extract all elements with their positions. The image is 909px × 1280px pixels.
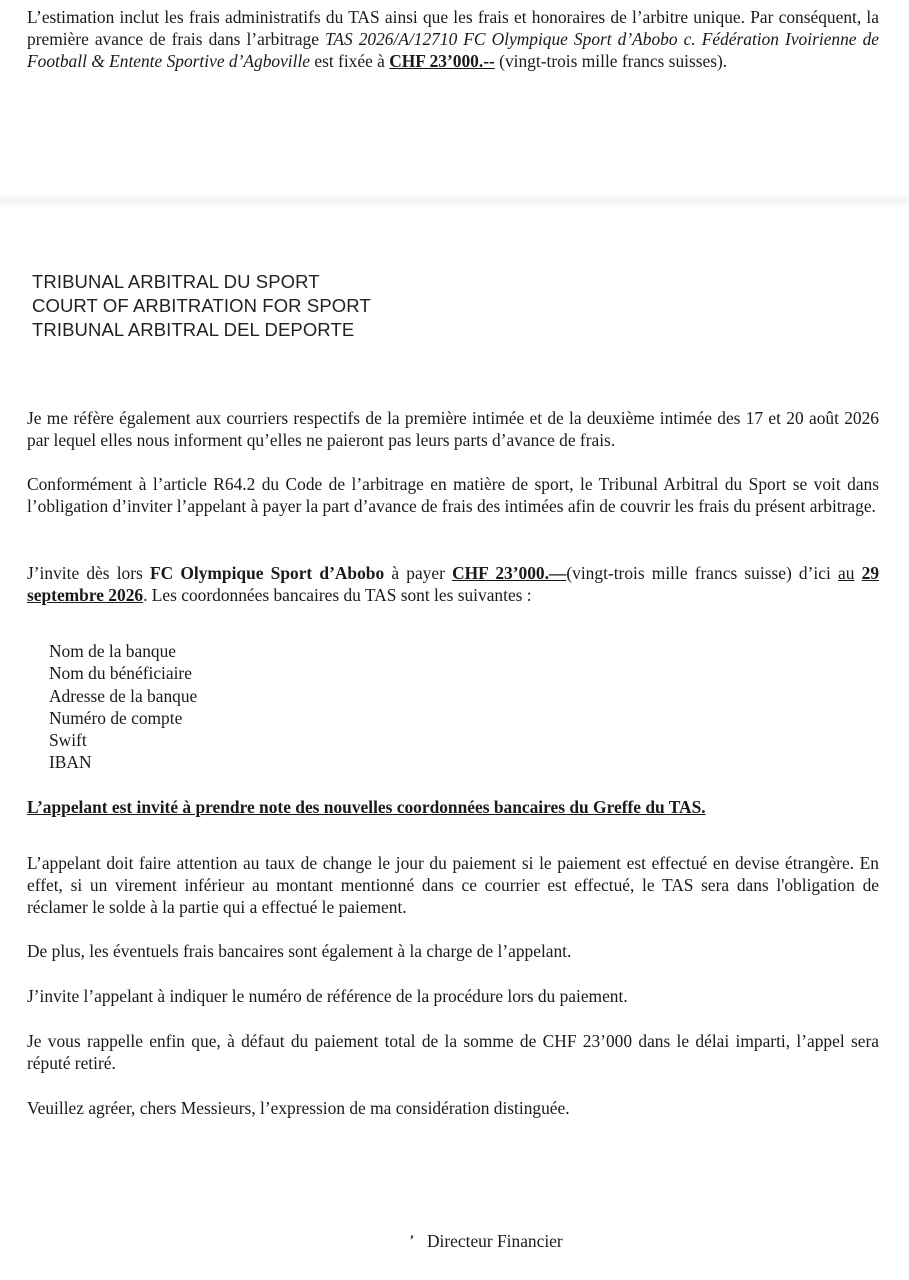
bank-field: Nom de la banque — [49, 641, 177, 661]
paragraph-payment-invitation — [27, 562, 879, 606]
invitation-text-d: . Les coordonnées bancaires du TAS sont les suivantes : — [143, 585, 532, 605]
signature-title: Directeur Financier — [427, 1231, 563, 1251]
paragraph-article-r64: Conformément à l’article R64.2 du Code de l’arbitrage en matière de sport, le Tribunal Arbitral du Sport se voit dans l’obligation d’inviter l’appelant à payer la part d’avance de frais des intimées afin de couvrir les frais du présent arbitrage. — [27, 474, 879, 516]
invitation-text-c: (vingt-trois mille francs suisse) d’ici — [566, 563, 838, 583]
paragraph-exchange-rate: L’appelant doit faire attention au taux de change le jour du paiement si le paiement est effectué en devise étrangère. En effet, si un virement inférieur au montant mentionné dans ce courrier est effectué, le TAS sera dans l'obligation de réclamer le solde à la partie qui a effectué le paiement. — [27, 853, 879, 917]
letterhead-es: TRIBUNAL ARBITRAL DEL DEPORTE — [32, 319, 355, 340]
letterhead-fr: TRIBUNAL ARBITRAL DU SPORT — [32, 271, 320, 292]
club-name: FC Olympique Sport d’Abobo — [150, 563, 385, 583]
paragraph-reference-number: J’invite l’appelant à indiquer le numéro de référence de la procédure lors du paiement. — [27, 986, 628, 1006]
bank-field: Numéro de compte — [49, 707, 183, 728]
bank-field: Nom du bénéficiaire — [49, 663, 192, 684]
letterhead — [32, 270, 371, 342]
paragraph-withdrawal-warning: Je vous rappelle enfin que, à défaut du paiement total de la somme de CHF 23’000 dans le délai imparti, l’appel sera réputé retiré. — [27, 1031, 879, 1073]
advance-amount: CHF 23’000.-- — [389, 51, 495, 71]
page-separator — [0, 196, 909, 206]
invitation-text-b: à payer — [384, 563, 453, 583]
payment-amount: CHF 23’000.— — [452, 563, 567, 583]
payment-deadline: 29 septembre 2026 — [27, 563, 880, 605]
bank-field: Adresse de la banque — [49, 685, 198, 706]
bank-field: Swift — [49, 730, 87, 751]
bank-change-notice: L’appelant est invité à prendre note des nouvelles coordonnées bancaires du Greffe du TAS. — [27, 797, 706, 817]
bank-field: IBAN — [49, 752, 92, 773]
invitation-text-au: au — [838, 563, 855, 583]
invitation-text-a: J’invite dès lors — [27, 563, 150, 583]
paragraph-letters-reference: Je me réfère également aux courriers respectifs de la première intimée et de la deuxième intimée des 17 et 20 août 2026 par lequel elles nous informent qu’elles ne paieront pas leurs parts d’avance de frais. — [27, 408, 879, 450]
intro-text-3: (vingt-trois mille francs suisses). — [494, 51, 728, 71]
closing-formula: Veuillez agréer, chers Messieurs, l’expression de ma considération distinguée. — [27, 1098, 570, 1118]
letterhead-en: COURT OF ARBITRATION FOR SPORT — [32, 295, 371, 316]
intro-text: L’estimation inclut les frais administratifs du TAS ainsi que les frais et honoraires de l’arbitre unique. Par conséquent, la première avance de frais dans l’arbitrage — [27, 7, 879, 49]
paragraph-bank-fees: De plus, les éventuels frais bancaires sont également à la charge de l’appelant. — [27, 941, 572, 961]
bank-details-list — [49, 640, 197, 774]
bank-notice-wrap — [27, 796, 879, 818]
signature-mark-icon: ❜ — [406, 1232, 416, 1248]
intro-paragraph — [27, 6, 879, 72]
intro-text-2: est fixée à — [310, 51, 390, 71]
case-reference: TAS 2026/A/12710 FC Olympique Sport d’Abobo c. Fédération Ivoirienne de Football & Entente Sportive d’Agboville — [27, 29, 879, 71]
